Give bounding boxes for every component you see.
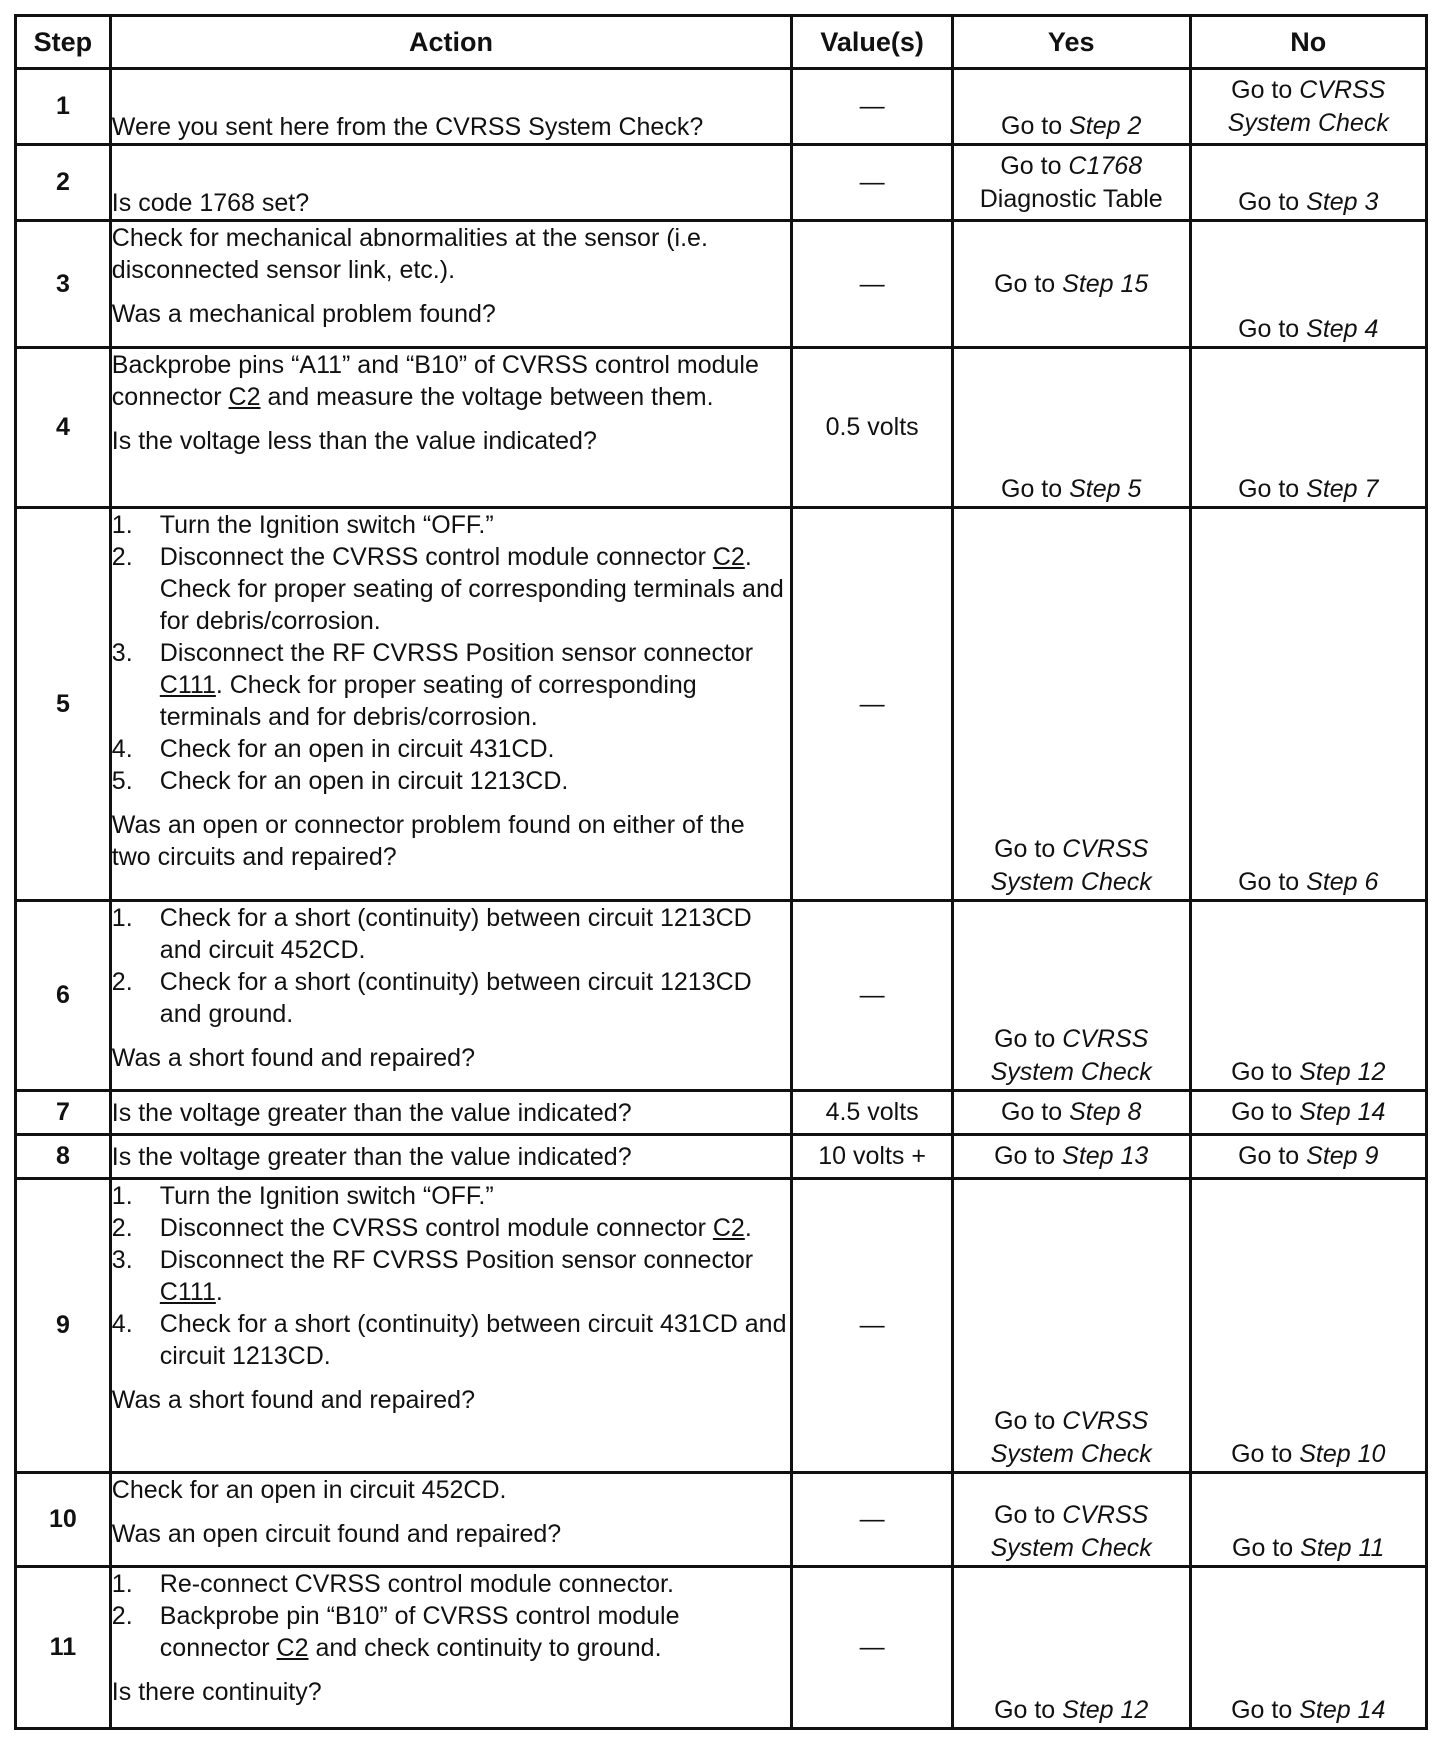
connector-ref: C2 bbox=[712, 543, 745, 571]
action-question: Is the voltage greater than the value indicated? bbox=[111, 1142, 632, 1171]
yes-cell: Go to C1768 Diagnostic Table bbox=[952, 145, 1190, 221]
yes-target: C1768 bbox=[1068, 151, 1143, 180]
table-row bbox=[16, 901, 1427, 1091]
yes-cell: Go to Step 12 bbox=[952, 1567, 1190, 1729]
table-row bbox=[16, 1091, 1427, 1135]
list-item: 4. Check for a short (continuity) between circuit 431CD and circuit 1213CD. bbox=[111, 1310, 787, 1370]
action-question: Is the voltage less than the value indicated? bbox=[111, 427, 597, 455]
action-cell bbox=[110, 1135, 792, 1179]
action-steps bbox=[112, 902, 791, 1030]
action-cell bbox=[110, 1473, 792, 1567]
table-row bbox=[16, 508, 1427, 901]
connector-ref: C2 bbox=[712, 1214, 745, 1242]
action-question: Was an open or connector problem found on either of the two circuits and repaired? bbox=[111, 811, 745, 871]
header-values: Value(s) bbox=[792, 16, 953, 69]
table-row bbox=[16, 1473, 1427, 1567]
no-target: Step 3 bbox=[1306, 188, 1379, 216]
list-item: 2. Backprobe pin “B10” of CVRSS control module connector C2 and check continuity to ground. bbox=[111, 1602, 680, 1662]
action-question: Is code 1768 set? bbox=[111, 189, 310, 217]
action-text: Check for an open in circuit 452CD. bbox=[111, 1476, 507, 1504]
action-question: Was a mechanical problem found? bbox=[111, 300, 496, 328]
value-cell: 0.5 volts bbox=[792, 348, 953, 508]
no-cell: Go to Step 12 bbox=[1190, 901, 1427, 1091]
yes-cell: Go to CVRSS System Check bbox=[952, 1473, 1190, 1567]
no-cell: Go to Step 9 bbox=[1190, 1135, 1427, 1179]
step-number: 3 bbox=[16, 221, 111, 348]
diagnostic-table bbox=[14, 14, 1428, 1730]
no-cell: Go to Step 6 bbox=[1190, 508, 1427, 901]
list-item: 3. Disconnect the RF CVRSS Position sensor connector C111. bbox=[111, 1246, 754, 1306]
yes-cell: Go to CVRSS System Check bbox=[952, 508, 1190, 901]
yes-cell: Go to CVRSS System Check bbox=[952, 1179, 1190, 1473]
no-cell: Go to Step 7 bbox=[1190, 348, 1427, 508]
value-cell: 10 volts + bbox=[792, 1135, 953, 1179]
no-target: Step 14 bbox=[1299, 1098, 1386, 1126]
step-number: 11 bbox=[16, 1567, 111, 1729]
yes-target: Step 8 bbox=[1069, 1098, 1142, 1126]
action-text: Check for mechanical abnormalities at the sensor (i.e. disconnected sensor link, etc.). bbox=[111, 224, 708, 284]
no-target: Step 12 bbox=[1299, 1058, 1386, 1086]
table-row bbox=[16, 145, 1427, 221]
action-cell bbox=[110, 1567, 792, 1729]
no-cell: Go to Step 14 bbox=[1190, 1567, 1427, 1729]
value-cell: — bbox=[792, 901, 953, 1091]
action-question: Were you sent here from the CVRSS System Check? bbox=[111, 113, 704, 141]
yes-target: Step 13 bbox=[1062, 1142, 1149, 1170]
action-cell bbox=[110, 221, 792, 348]
no-cell: Go to Step 14 bbox=[1190, 1091, 1427, 1135]
yes-cell: Go to Step 8 bbox=[952, 1091, 1190, 1135]
list-item: 3. Disconnect the RF CVRSS Position sensor connector C111. Check for proper seating of corresponding terminals and for debris/corrosion. bbox=[111, 639, 754, 731]
list-item: 2. Disconnect the CVRSS control module connector C2. bbox=[111, 1214, 752, 1242]
no-target: Step 6 bbox=[1306, 868, 1379, 896]
list-item: 2. Disconnect the CVRSS control module connector C2. Check for proper seating of corresponding terminals and for debris/corrosion. bbox=[111, 543, 784, 635]
list-item: 1. Check for a short (continuity) between circuit 1213CD and circuit 452CD. bbox=[111, 904, 752, 964]
table-row bbox=[16, 348, 1427, 508]
table-row bbox=[16, 1179, 1427, 1473]
yes-cell: Go to CVRSS System Check bbox=[952, 901, 1190, 1091]
yes-target: Step 2 bbox=[1069, 112, 1142, 140]
no-cell: Go to Step 11 bbox=[1190, 1473, 1427, 1567]
action-cell bbox=[110, 348, 792, 508]
yes-cell: Go to Step 5 bbox=[952, 348, 1190, 508]
action-question: Was a short found and repaired? bbox=[111, 1386, 475, 1414]
list-item: 2. Check for a short (continuity) between circuit 1213CD and ground. bbox=[111, 968, 752, 1028]
list-item: 1. Turn the Ignition switch “OFF.” bbox=[111, 1182, 494, 1210]
table-row bbox=[16, 1135, 1427, 1179]
no-cell: Go to Step 4 bbox=[1190, 221, 1427, 348]
value-cell: — bbox=[792, 1567, 953, 1729]
header-yes: Yes bbox=[952, 16, 1190, 69]
value-cell: — bbox=[792, 221, 953, 348]
step-number: 10 bbox=[16, 1473, 111, 1567]
no-target: Step 9 bbox=[1306, 1142, 1379, 1170]
value-cell: — bbox=[792, 1473, 953, 1567]
action-question: Was an open circuit found and repaired? bbox=[111, 1520, 562, 1548]
no-target: Step 10 bbox=[1299, 1440, 1386, 1468]
action-steps bbox=[112, 1180, 791, 1372]
list-item: 4. Check for an open in circuit 431CD. bbox=[111, 735, 555, 763]
action-steps bbox=[112, 509, 791, 797]
value-cell: 4.5 volts bbox=[792, 1091, 953, 1135]
list-item: 1. Re-connect CVRSS control module connector. bbox=[111, 1570, 674, 1598]
value-cell: — bbox=[792, 1179, 953, 1473]
header-action: Action bbox=[110, 16, 792, 69]
no-cell: Go to CVRSS System Check bbox=[1190, 69, 1427, 145]
action-cell bbox=[110, 1179, 792, 1473]
yes-target: CVRSS System Check bbox=[990, 1501, 1152, 1562]
list-item: 1. Turn the Ignition switch “OFF.” bbox=[111, 511, 494, 539]
step-number: 6 bbox=[16, 901, 111, 1091]
action-question: Is there continuity? bbox=[111, 1678, 322, 1706]
no-target: Step 14 bbox=[1299, 1696, 1386, 1724]
action-question: Was a short found and repaired? bbox=[111, 1044, 475, 1072]
list-item: 5. Check for an open in circuit 1213CD. bbox=[111, 767, 569, 795]
action-text: Backprobe pins “A11” and “B10” of CVRSS control module connector C2 and measure the voltage between them. bbox=[111, 351, 759, 411]
value-cell: — bbox=[792, 508, 953, 901]
connector-ref: C111 bbox=[159, 671, 216, 699]
yes-target: Step 12 bbox=[1062, 1696, 1149, 1724]
header-step: Step bbox=[16, 16, 111, 69]
yes-target: Step 15 bbox=[1062, 269, 1149, 298]
action-cell bbox=[110, 508, 792, 901]
header-no: No bbox=[1190, 16, 1427, 69]
yes-target: CVRSS System Check bbox=[990, 1025, 1152, 1086]
no-target: Step 11 bbox=[1300, 1534, 1385, 1562]
connector-ref: C2 bbox=[228, 383, 261, 411]
connector-ref: C2 bbox=[276, 1634, 309, 1662]
action-cell bbox=[110, 1091, 792, 1135]
yes-target: CVRSS System Check bbox=[990, 1407, 1152, 1468]
value-cell: — bbox=[792, 69, 953, 145]
step-number: 7 bbox=[16, 1091, 111, 1135]
no-target: CVRSS System Check bbox=[1227, 75, 1389, 137]
step-number: 5 bbox=[16, 508, 111, 901]
step-number: 8 bbox=[16, 1135, 111, 1179]
action-cell bbox=[110, 69, 792, 145]
action-question: Is the voltage greater than the value indicated? bbox=[111, 1098, 632, 1127]
step-number: 4 bbox=[16, 348, 111, 508]
step-number: 9 bbox=[16, 1179, 111, 1473]
step-number: 1 bbox=[16, 69, 111, 145]
step-number: 2 bbox=[16, 145, 111, 221]
yes-cell: Go to Step 2 bbox=[952, 69, 1190, 145]
no-cell: Go to Step 10 bbox=[1190, 1179, 1427, 1473]
yes-cell: Go to Step 13 bbox=[952, 1135, 1190, 1179]
action-cell bbox=[110, 901, 792, 1091]
yes-target: CVRSS System Check bbox=[990, 835, 1152, 896]
table-row bbox=[16, 221, 1427, 348]
table-row bbox=[16, 69, 1427, 145]
header-row bbox=[16, 16, 1427, 69]
yes-cell: Go to Step 15 bbox=[952, 221, 1190, 348]
connector-ref: C111 bbox=[159, 1278, 216, 1306]
yes-target: Step 5 bbox=[1069, 475, 1142, 503]
value-cell: — bbox=[792, 145, 953, 221]
table-row bbox=[16, 1567, 1427, 1729]
no-target: Step 7 bbox=[1306, 475, 1379, 503]
action-cell bbox=[110, 145, 792, 221]
no-target: Step 4 bbox=[1306, 315, 1379, 343]
no-cell: Go to Step 3 bbox=[1190, 145, 1427, 221]
action-steps bbox=[112, 1568, 791, 1664]
